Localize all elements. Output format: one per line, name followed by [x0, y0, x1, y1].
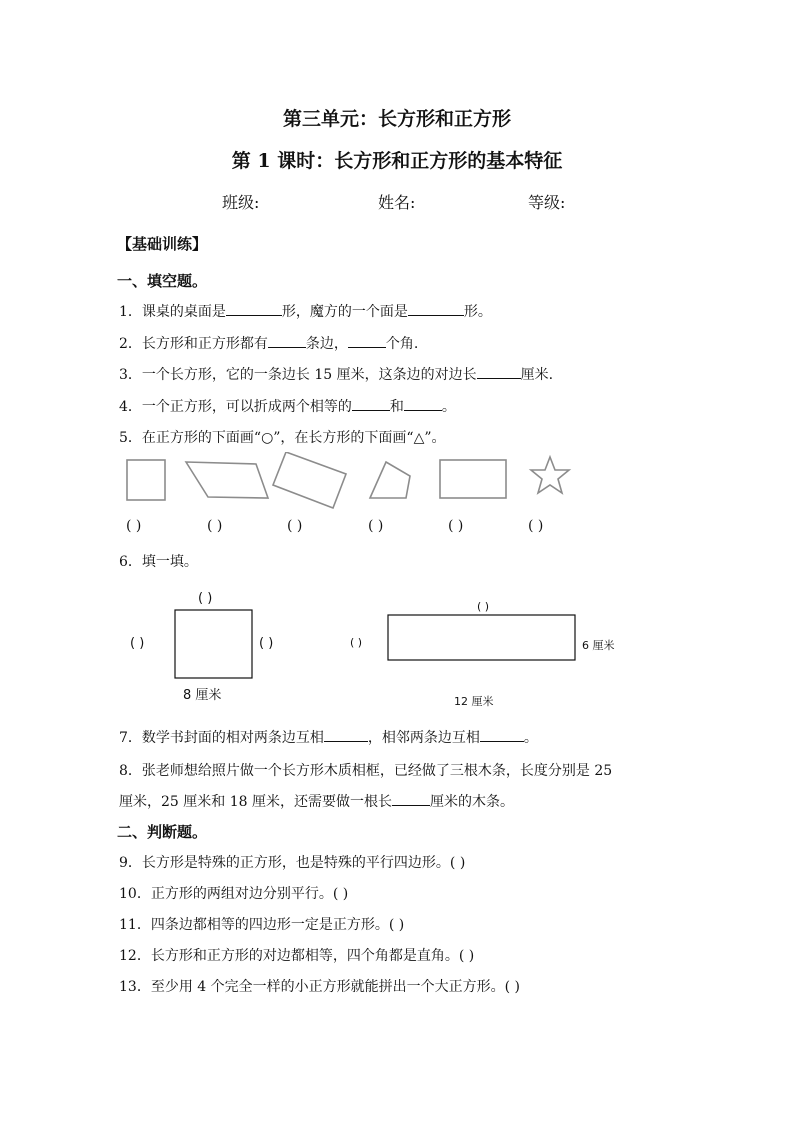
- section-basic-training: 【基础训练】: [117, 235, 208, 253]
- q5-answer-paren-6[interactable]: ( ): [528, 518, 544, 534]
- shape-parallelogram: [186, 462, 268, 498]
- question-9: 9．长方形是特殊的正方形，也是特殊的平行四边形。( ): [119, 855, 466, 871]
- q4-blank-1[interactable]: [352, 396, 390, 411]
- q7-blank-2[interactable]: [480, 727, 524, 742]
- question-13: 13．至少用 4 个完全一样的小正方形就能拼出一个大正方形。( ): [119, 979, 520, 995]
- q1-text-c: 形。: [463, 304, 492, 320]
- q7-text-a: 7．数学书封面的相对两条边互相: [119, 730, 324, 746]
- q5-answer-paren-3[interactable]: ( ): [287, 518, 303, 534]
- q1-text-a: 1．课桌的桌面是: [119, 304, 226, 320]
- question-5: 5．在正方形的下面画“○”，在长方形的下面画“△”。: [119, 430, 446, 446]
- q6-rect-left-paren[interactable]: ( ): [350, 636, 363, 649]
- page-title: 第三单元：长方形和正方形: [282, 108, 511, 130]
- q5-shapes: [0, 452, 794, 512]
- q3-text-b: 厘米.: [520, 367, 554, 383]
- question-12: 12．长方形和正方形的对边都相等，四个角都是直角。( ): [119, 948, 475, 964]
- q7-blank-1[interactable]: [324, 727, 368, 742]
- question-1: [119, 301, 492, 321]
- q4-blank-2[interactable]: [404, 396, 442, 411]
- shape-tilted-rectangle: [273, 452, 346, 508]
- q6-rectangle: [388, 615, 575, 660]
- q2-text-a: 2．长方形和正方形都有: [119, 336, 268, 352]
- question-7: [119, 727, 538, 747]
- section-true-false: 二、判断题。: [117, 823, 208, 841]
- q2-text-c: 个角.: [385, 336, 419, 352]
- q6-figures: [0, 590, 794, 710]
- question-4: [119, 396, 456, 416]
- shape-rectangle: [440, 460, 506, 498]
- q3-blank-1[interactable]: [477, 364, 521, 379]
- class-label: 班级:: [222, 193, 260, 212]
- q6-square: [175, 610, 252, 678]
- q6-square-top-paren[interactable]: ( ): [198, 591, 213, 606]
- question-2: [119, 333, 418, 353]
- q6-rect-length-label: 12 厘米: [454, 695, 494, 708]
- q8-blank[interactable]: [392, 791, 430, 806]
- q8-text-b: 厘米的木条。: [429, 794, 514, 810]
- question-3: [119, 364, 553, 384]
- shape-square: [127, 460, 165, 500]
- q5-answer-paren-2[interactable]: ( ): [207, 518, 223, 534]
- q2-blank-2[interactable]: [348, 333, 386, 348]
- q5-answer-paren-4[interactable]: ( ): [368, 518, 384, 534]
- q2-blank-1[interactable]: [268, 333, 306, 348]
- question-8-line-1: 8．张老师想给照片做一个长方形木质相框，已经做了三根木条，长度分别是 25: [119, 763, 613, 779]
- star-icon: [531, 457, 569, 493]
- q6-square-left-paren[interactable]: ( ): [130, 636, 145, 651]
- grade-label: 等级:: [528, 193, 566, 212]
- q6-rect-width-label: 6 厘米: [582, 639, 615, 652]
- question-10: 10．正方形的两组对边分别平行。( ): [119, 886, 349, 902]
- q3-text-a: 3．一个长方形，它的一条边长 15 厘米，这条边的对边长: [119, 367, 477, 383]
- q4-text-a: 4．一个正方形，可以折成两个相等的: [119, 399, 352, 415]
- q1-blank-2[interactable]: [408, 301, 464, 316]
- shape-quadrilateral: [370, 462, 410, 498]
- lesson-subtitle: 第 1 课时：长方形和正方形的基本特征: [231, 150, 563, 172]
- q7-text-c: 。: [523, 730, 538, 746]
- q1-text-b: 形，魔方的一个面是: [281, 304, 408, 320]
- name-label: 姓名:: [378, 193, 416, 212]
- q8-text-a: 厘米，25 厘米和 18 厘米，还需要做一根长: [119, 794, 392, 810]
- q6-square-side-label: 8 厘米: [183, 688, 222, 703]
- q6-rect-top-paren[interactable]: ( ): [477, 600, 490, 613]
- q4-text-b: 和: [389, 399, 404, 415]
- q4-text-c: 。: [441, 399, 456, 415]
- q2-text-b: 条边，: [305, 336, 348, 352]
- q6-square-right-paren[interactable]: ( ): [259, 636, 274, 651]
- question-6: 6．填一填。: [119, 554, 198, 570]
- q7-text-b: ，相邻两条边互相: [367, 730, 480, 746]
- q5-answer-paren-1[interactable]: ( ): [126, 518, 142, 534]
- q5-answer-paren-5[interactable]: ( ): [448, 518, 464, 534]
- section-fill-in: 一、填空题。: [117, 272, 208, 290]
- question-8-line-2: [119, 791, 514, 811]
- q1-blank-1[interactable]: [226, 301, 282, 316]
- question-11: 11．四条边都相等的四边形一定是正方形。( ): [119, 917, 405, 933]
